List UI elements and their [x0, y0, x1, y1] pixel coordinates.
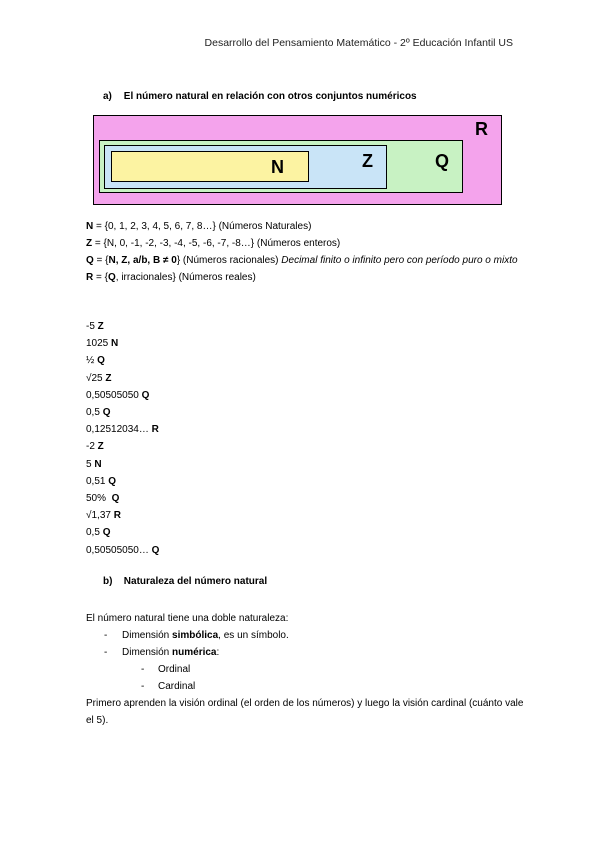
definition-q-text: } (Números racionales) [176, 255, 282, 266]
example-value: -2 [86, 441, 98, 453]
example-value: -5 [86, 321, 98, 332]
example-item [86, 335, 159, 352]
nature-intro: El número natural tiene una doble naturaleza: [86, 613, 289, 624]
example-item [86, 352, 159, 369]
page-header: Desarrollo del Pensamiento Matemático - 2º Educación Infantil US [204, 37, 513, 49]
definition-q-members: N, Z, a/b, B ≠ 0 [108, 255, 177, 266]
example-set: Z [97, 321, 104, 332]
bullet-numeric-text [122, 644, 219, 661]
example-set: N [111, 338, 119, 350]
example-value: 1025 [86, 338, 112, 350]
definition-r [86, 269, 526, 286]
section-a-title: El número natural en relación con otros conjuntos numéricos [123, 91, 417, 102]
example-set: R [113, 510, 121, 522]
sub-bullet-dash: - [141, 664, 145, 675]
definition-q-note: Decimal finito o infinito pero con período puro o mixto [281, 255, 518, 266]
set-r-label: R [475, 119, 488, 139]
example-set: Z [105, 372, 112, 384]
definition-z-symbol: Z [86, 238, 93, 249]
section-b-title: Naturaleza del número natural [123, 576, 268, 587]
sub-bullet-ordinal [141, 661, 191, 678]
bullet-symbolic [104, 627, 289, 644]
example-item [86, 473, 159, 490]
definition-r-symbol: R [86, 272, 94, 283]
bullet-numeric [104, 644, 220, 661]
bullet-symbolic-pre: Dimensión [122, 630, 173, 641]
definition-q [86, 252, 526, 269]
example-value: 50% [86, 493, 112, 505]
example-value: ½ [86, 355, 98, 367]
bullet-symbolic-text [122, 627, 289, 644]
example-item [86, 404, 159, 421]
example-value: 0,51 [86, 475, 109, 487]
example-set: Z [97, 441, 104, 453]
nature-conclusion: Primero aprenden la visión ordinal (el orden de los números) y luego la visión cardinal (cuánto vale el 5). [86, 698, 524, 726]
example-set: N [94, 458, 102, 470]
definition-z-text: = {N, 0, -1, -2, -3, -4, -5, -6, -7, -8…} (Números enteros) [92, 238, 341, 249]
example-item [86, 490, 159, 507]
example-value: 0,50505050 [86, 389, 142, 401]
example-item [86, 456, 159, 473]
example-item [86, 507, 159, 524]
bullet-numeric-post: : [216, 647, 220, 658]
definition-r-members: Q [107, 272, 116, 283]
section-b-heading [103, 576, 267, 587]
example-set: Q [108, 475, 117, 487]
example-set: Q [102, 527, 111, 539]
sub-bullet-dash: - [141, 681, 145, 692]
example-item [86, 387, 159, 404]
example-value: 5 [86, 458, 95, 470]
bullet-numeric-pre: Dimensión [122, 647, 173, 658]
bullet-dash: - [104, 647, 108, 658]
example-item [86, 438, 159, 455]
example-item [86, 542, 159, 559]
example-set: R [151, 424, 159, 436]
example-set: Q [141, 389, 150, 401]
definition-r-text: , irracionales} (Números reales) [115, 272, 256, 283]
examples-list [86, 318, 159, 559]
definition-q-eq: = { [93, 255, 109, 266]
bullet-symbolic-bold: simbólica [172, 630, 219, 641]
example-value: 0,5 [86, 527, 103, 539]
section-a-heading [103, 91, 417, 102]
sub-bullet-ordinal-text: Ordinal [158, 664, 191, 675]
sub-bullet-cardinal-text: Cardinal [158, 681, 196, 692]
definition-r-eq: = { [93, 272, 108, 283]
set-q-label: Q [435, 151, 450, 171]
definition-n-text: = {0, 1, 2, 3, 4, 5, 6, 7, 8…} (Números Naturales) [93, 221, 312, 232]
example-value: 0,12512034… [86, 424, 152, 436]
definition-z [86, 235, 526, 252]
example-value: √25 [86, 372, 106, 384]
example-item [86, 524, 159, 541]
set-n-label: N [271, 157, 284, 177]
set-definitions [86, 218, 526, 286]
example-value: 0,5 [86, 407, 103, 419]
definition-n [86, 218, 526, 235]
example-value: 0,50505050… [86, 544, 152, 556]
example-value: √1,37 [86, 510, 114, 522]
example-set: Q [151, 544, 160, 556]
example-item [86, 370, 159, 387]
example-item [86, 421, 159, 438]
sub-bullet-cardinal [141, 678, 196, 695]
example-set: Q [111, 493, 120, 505]
section-a-marker: a) [103, 91, 112, 102]
bullet-symbolic-post: , es un símbolo. [218, 630, 289, 641]
set-z-label: Z [362, 151, 373, 171]
definition-q-symbol: Q [86, 255, 94, 266]
example-item [86, 318, 159, 335]
bullet-dash: - [104, 630, 108, 641]
section-b-marker: b) [103, 576, 113, 587]
definition-n-symbol: N [86, 221, 94, 232]
example-set: Q [102, 407, 111, 419]
example-set: Q [97, 355, 105, 367]
bullet-numeric-bold: numérica [172, 647, 217, 658]
